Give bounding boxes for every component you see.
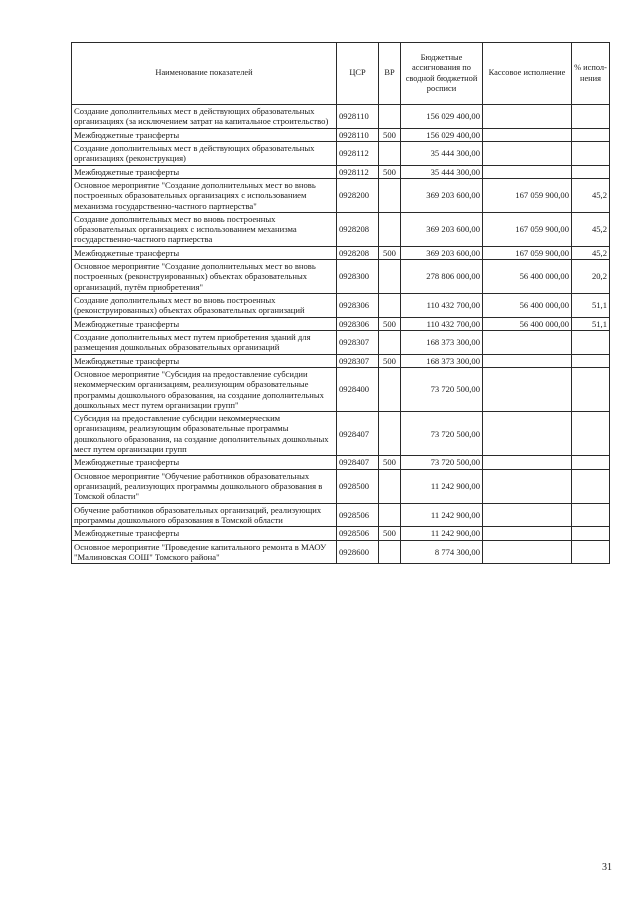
cell-csr: 0928208 bbox=[337, 212, 379, 246]
cell-budget: 156 029 400,00 bbox=[401, 105, 483, 129]
cell-budget: 73 720 500,00 bbox=[401, 367, 483, 411]
cell-name: Обучение работников образовательных организаций, реализующих программы дошкольного образования в Томской области bbox=[72, 503, 337, 527]
cell-percent bbox=[572, 469, 610, 503]
table-row bbox=[72, 456, 610, 469]
cell-name: Создание дополнительных мест во вновь построенных (реконструированных) объектах образовательных организаций bbox=[72, 294, 337, 318]
cell-csr: 0928407 bbox=[337, 412, 379, 456]
cell-cash bbox=[483, 354, 572, 367]
header-budget: Бюджетные ассигнования по сводной бюджетной росписи bbox=[401, 43, 483, 105]
cell-cash bbox=[483, 105, 572, 129]
cell-budget: 11 242 900,00 bbox=[401, 527, 483, 540]
cell-cash: 167 059 900,00 bbox=[483, 246, 572, 259]
cell-name: Создание дополнительных мест в действующих образовательных организациях (реконструкция) bbox=[72, 141, 337, 165]
cell-csr: 0928506 bbox=[337, 503, 379, 527]
table-row bbox=[72, 212, 610, 246]
cell-budget: 110 432 700,00 bbox=[401, 317, 483, 330]
table-row bbox=[72, 354, 610, 367]
cell-cash bbox=[483, 540, 572, 564]
page-number: 31 bbox=[602, 862, 612, 873]
cell-name: Межбюджетные трансферты bbox=[72, 354, 337, 367]
header-csr: ЦСР bbox=[337, 43, 379, 105]
cell-name: Основное мероприятие "Создание дополнительных мест во вновь построенных (реконструированных) объектах образовательных организаций, путём приобретения" bbox=[72, 260, 337, 294]
cell-vr bbox=[379, 412, 401, 456]
cell-cash: 167 059 900,00 bbox=[483, 178, 572, 212]
cell-percent bbox=[572, 412, 610, 456]
cell-percent bbox=[572, 330, 610, 354]
cell-csr: 0928500 bbox=[337, 469, 379, 503]
cell-name: Межбюджетные трансферты bbox=[72, 246, 337, 259]
cell-vr: 500 bbox=[379, 456, 401, 469]
cell-budget: 369 203 600,00 bbox=[401, 178, 483, 212]
cell-vr bbox=[379, 503, 401, 527]
cell-percent bbox=[572, 540, 610, 564]
cell-percent: 45,2 bbox=[572, 246, 610, 259]
table-row bbox=[72, 128, 610, 141]
cell-budget: 168 373 300,00 bbox=[401, 330, 483, 354]
cell-csr: 0928112 bbox=[337, 141, 379, 165]
table-row bbox=[72, 246, 610, 259]
cell-vr bbox=[379, 212, 401, 246]
cell-percent bbox=[572, 128, 610, 141]
cell-percent: 20,2 bbox=[572, 260, 610, 294]
table-row bbox=[72, 469, 610, 503]
cell-budget: 11 242 900,00 bbox=[401, 503, 483, 527]
table-row bbox=[72, 527, 610, 540]
cell-vr: 500 bbox=[379, 527, 401, 540]
cell-csr: 0928600 bbox=[337, 540, 379, 564]
cell-cash bbox=[483, 165, 572, 178]
cell-percent bbox=[572, 527, 610, 540]
cell-cash bbox=[483, 367, 572, 411]
table-row bbox=[72, 540, 610, 564]
table-row bbox=[72, 330, 610, 354]
table-row bbox=[72, 105, 610, 129]
table-row bbox=[72, 503, 610, 527]
cell-vr bbox=[379, 540, 401, 564]
cell-csr: 0928506 bbox=[337, 527, 379, 540]
table-row bbox=[72, 317, 610, 330]
cell-csr: 0928307 bbox=[337, 354, 379, 367]
cell-vr: 500 bbox=[379, 128, 401, 141]
header-name: Наименование показателей bbox=[72, 43, 337, 105]
cell-name: Основное мероприятие "Проведение капитального ремонта в МАОУ "Малиновская СОШ" Томского района" bbox=[72, 540, 337, 564]
cell-csr: 0928407 bbox=[337, 456, 379, 469]
table-row bbox=[72, 141, 610, 165]
cell-budget: 369 203 600,00 bbox=[401, 212, 483, 246]
cell-vr bbox=[379, 105, 401, 129]
table-row bbox=[72, 412, 610, 456]
cell-budget: 8 774 300,00 bbox=[401, 540, 483, 564]
cell-cash bbox=[483, 527, 572, 540]
cell-budget: 35 444 300,00 bbox=[401, 165, 483, 178]
cell-csr: 0928306 bbox=[337, 294, 379, 318]
cell-csr: 0928110 bbox=[337, 128, 379, 141]
table-body bbox=[72, 105, 610, 564]
cell-csr: 0928306 bbox=[337, 317, 379, 330]
cell-percent bbox=[572, 456, 610, 469]
header-vr: ВР bbox=[379, 43, 401, 105]
cell-name: Основное мероприятие "Субсидия на предоставление субсидии некоммерческим организациям, реализующим образовательные программы дошкольного образования, на создание дополнительных дошкольных мест путем организации групп" bbox=[72, 367, 337, 411]
cell-percent bbox=[572, 165, 610, 178]
cell-percent bbox=[572, 354, 610, 367]
cell-name: Межбюджетные трансферты bbox=[72, 165, 337, 178]
table-row bbox=[72, 260, 610, 294]
cell-percent: 45,2 bbox=[572, 212, 610, 246]
cell-budget: 11 242 900,00 bbox=[401, 469, 483, 503]
cell-cash bbox=[483, 330, 572, 354]
cell-csr: 0928110 bbox=[337, 105, 379, 129]
cell-vr bbox=[379, 367, 401, 411]
cell-budget: 156 029 400,00 bbox=[401, 128, 483, 141]
cell-budget: 278 806 000,00 bbox=[401, 260, 483, 294]
cell-budget: 73 720 500,00 bbox=[401, 412, 483, 456]
header-cash: Кассовое исполнение bbox=[483, 43, 572, 105]
cell-cash: 56 400 000,00 bbox=[483, 317, 572, 330]
cell-cash bbox=[483, 456, 572, 469]
cell-cash bbox=[483, 128, 572, 141]
cell-name: Создание дополнительных мест путем приобретения зданий для размещения дошкольных образовательных организаций bbox=[72, 330, 337, 354]
cell-name: Субсидия на предоставление субсидии некоммерческим организациям, реализующим образовательные программы дошкольного образования, на создание дополнительных дошкольных мест путем организации групп bbox=[72, 412, 337, 456]
cell-csr: 0928208 bbox=[337, 246, 379, 259]
cell-name: Межбюджетные трансферты bbox=[72, 527, 337, 540]
cell-cash bbox=[483, 469, 572, 503]
cell-budget: 110 432 700,00 bbox=[401, 294, 483, 318]
cell-vr: 500 bbox=[379, 354, 401, 367]
table-row bbox=[72, 178, 610, 212]
cell-percent: 51,1 bbox=[572, 294, 610, 318]
cell-csr: 0928112 bbox=[337, 165, 379, 178]
cell-percent bbox=[572, 141, 610, 165]
budget-execution-table bbox=[71, 42, 610, 564]
cell-cash: 56 400 000,00 bbox=[483, 260, 572, 294]
table-header-row bbox=[72, 43, 610, 105]
cell-cash bbox=[483, 503, 572, 527]
cell-name: Межбюджетные трансферты bbox=[72, 317, 337, 330]
table-row bbox=[72, 294, 610, 318]
cell-vr: 500 bbox=[379, 165, 401, 178]
cell-budget: 73 720 500,00 bbox=[401, 456, 483, 469]
cell-csr: 0928200 bbox=[337, 178, 379, 212]
cell-name: Создание дополнительных мест во вновь построенных образовательных организациях с использованием механизма государственно-частного партнерства bbox=[72, 212, 337, 246]
cell-percent: 51,1 bbox=[572, 317, 610, 330]
cell-cash bbox=[483, 141, 572, 165]
cell-budget: 168 373 300,00 bbox=[401, 354, 483, 367]
cell-vr bbox=[379, 330, 401, 354]
table-row bbox=[72, 165, 610, 178]
cell-csr: 0928307 bbox=[337, 330, 379, 354]
cell-name: Межбюджетные трансферты bbox=[72, 456, 337, 469]
cell-csr: 0928400 bbox=[337, 367, 379, 411]
cell-vr bbox=[379, 260, 401, 294]
cell-vr: 500 bbox=[379, 246, 401, 259]
cell-name: Межбюджетные трансферты bbox=[72, 128, 337, 141]
cell-vr bbox=[379, 178, 401, 212]
cell-vr bbox=[379, 294, 401, 318]
cell-name: Создание дополнительных мест в действующих образовательных организациях (за исключением затрат на капитальное строительство) bbox=[72, 105, 337, 129]
cell-cash: 167 059 900,00 bbox=[483, 212, 572, 246]
cell-percent: 45,2 bbox=[572, 178, 610, 212]
cell-percent bbox=[572, 367, 610, 411]
cell-name: Основное мероприятие "Создание дополнительных мест во вновь построенных образовательных организациях с использованием механизма государственно-частного партнерства" bbox=[72, 178, 337, 212]
cell-cash bbox=[483, 412, 572, 456]
cell-vr bbox=[379, 469, 401, 503]
cell-csr: 0928300 bbox=[337, 260, 379, 294]
cell-vr bbox=[379, 141, 401, 165]
cell-vr: 500 bbox=[379, 317, 401, 330]
cell-cash: 56 400 000,00 bbox=[483, 294, 572, 318]
cell-budget: 369 203 600,00 bbox=[401, 246, 483, 259]
header-percent: % испол-нения bbox=[572, 43, 610, 105]
cell-percent bbox=[572, 503, 610, 527]
cell-percent bbox=[572, 105, 610, 129]
table-row bbox=[72, 367, 610, 411]
cell-name: Основное мероприятие "Обучение работников образовательных организаций, реализующих программы дошкольного образования в Томской области" bbox=[72, 469, 337, 503]
cell-budget: 35 444 300,00 bbox=[401, 141, 483, 165]
